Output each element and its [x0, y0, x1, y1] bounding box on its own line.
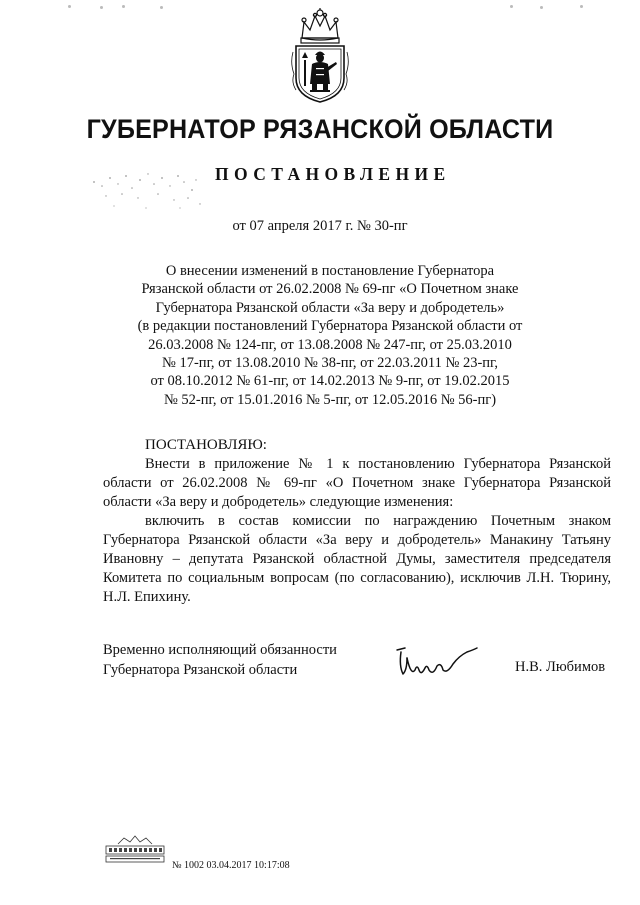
body-paragraph: Внести в приложение № 1 к постановлению Губернатора Рязанской области от 26.02.2008 № 69-пг «О Почетном знаке Губернатора Рязанской области «За веру и добродетель» следующие изменения: [103, 456, 611, 510]
signatory-title [103, 640, 337, 680]
handwritten-signature [395, 640, 485, 686]
subject-line: № 17-пг, от 13.08.2010 № 38-пг, от 22.03.2011 № 23-пг, [162, 355, 498, 372]
decree-word: ПОСТАНОВЛЯЮ: [145, 437, 267, 453]
subject-line: № 52-пг, от 15.01.2016 № 5-пг, от 12.05.2016 № 56-пг) [163, 391, 497, 408]
subject-line: Губернатора Рязанской области «За веру и добродетель» [155, 299, 505, 316]
subject-line: 26.03.2008 № 124-пг, от 13.08.2008 № 247-пг, от 25.03.2010 [148, 336, 512, 353]
subject-line: О внесении изменений в постановление Губернатора [165, 263, 495, 279]
document-type-heading: ПОСТАНОВЛЕНИЕ [215, 164, 451, 184]
scan-noise-smudge [88, 164, 208, 214]
registration-stamp [104, 834, 166, 866]
document-subject [70, 262, 590, 409]
signatory-title-line: Губернатора Рязанской области [103, 662, 298, 678]
coat-of-arms-emblem [290, 8, 350, 104]
registration-number: № 1002 03.04.2017 10:17:08 [172, 860, 290, 871]
body-paragraph: включить в состав комиссии по награждению Почетным знаком Губернатора Рязанской области «За веру и добродетель» Манакину Татьяну Ивановну – депутата Рязанской областной Думы, заместителя председателя Комитета по социальным вопросам (по согласованию), исключив Л.Н. Тюрину, Н.Л. Епихину. [103, 513, 611, 605]
subject-line: (в редакции постановлений Губернатора Рязанской области от [137, 318, 523, 335]
subject-line: Рязанской области от 26.02.2008 № 69-пг «О Почетном знаке [141, 281, 519, 298]
subject-line: от 08.10.2012 № 61-пг, от 14.02.2013 № 9-пг, от 19.02.2015 [150, 373, 510, 390]
document-body [103, 436, 611, 607]
signatory-title-line: Временно исполняющий обязанности [103, 642, 337, 658]
signer-name: Н.В. Любимов [515, 659, 606, 675]
document-date-number: от 07 апреля 2017 г. № 30-пг [232, 218, 408, 234]
document-header-title: ГУБЕРНАТОР РЯЗАНСКОЙ ОБЛАСТИ [86, 114, 554, 144]
